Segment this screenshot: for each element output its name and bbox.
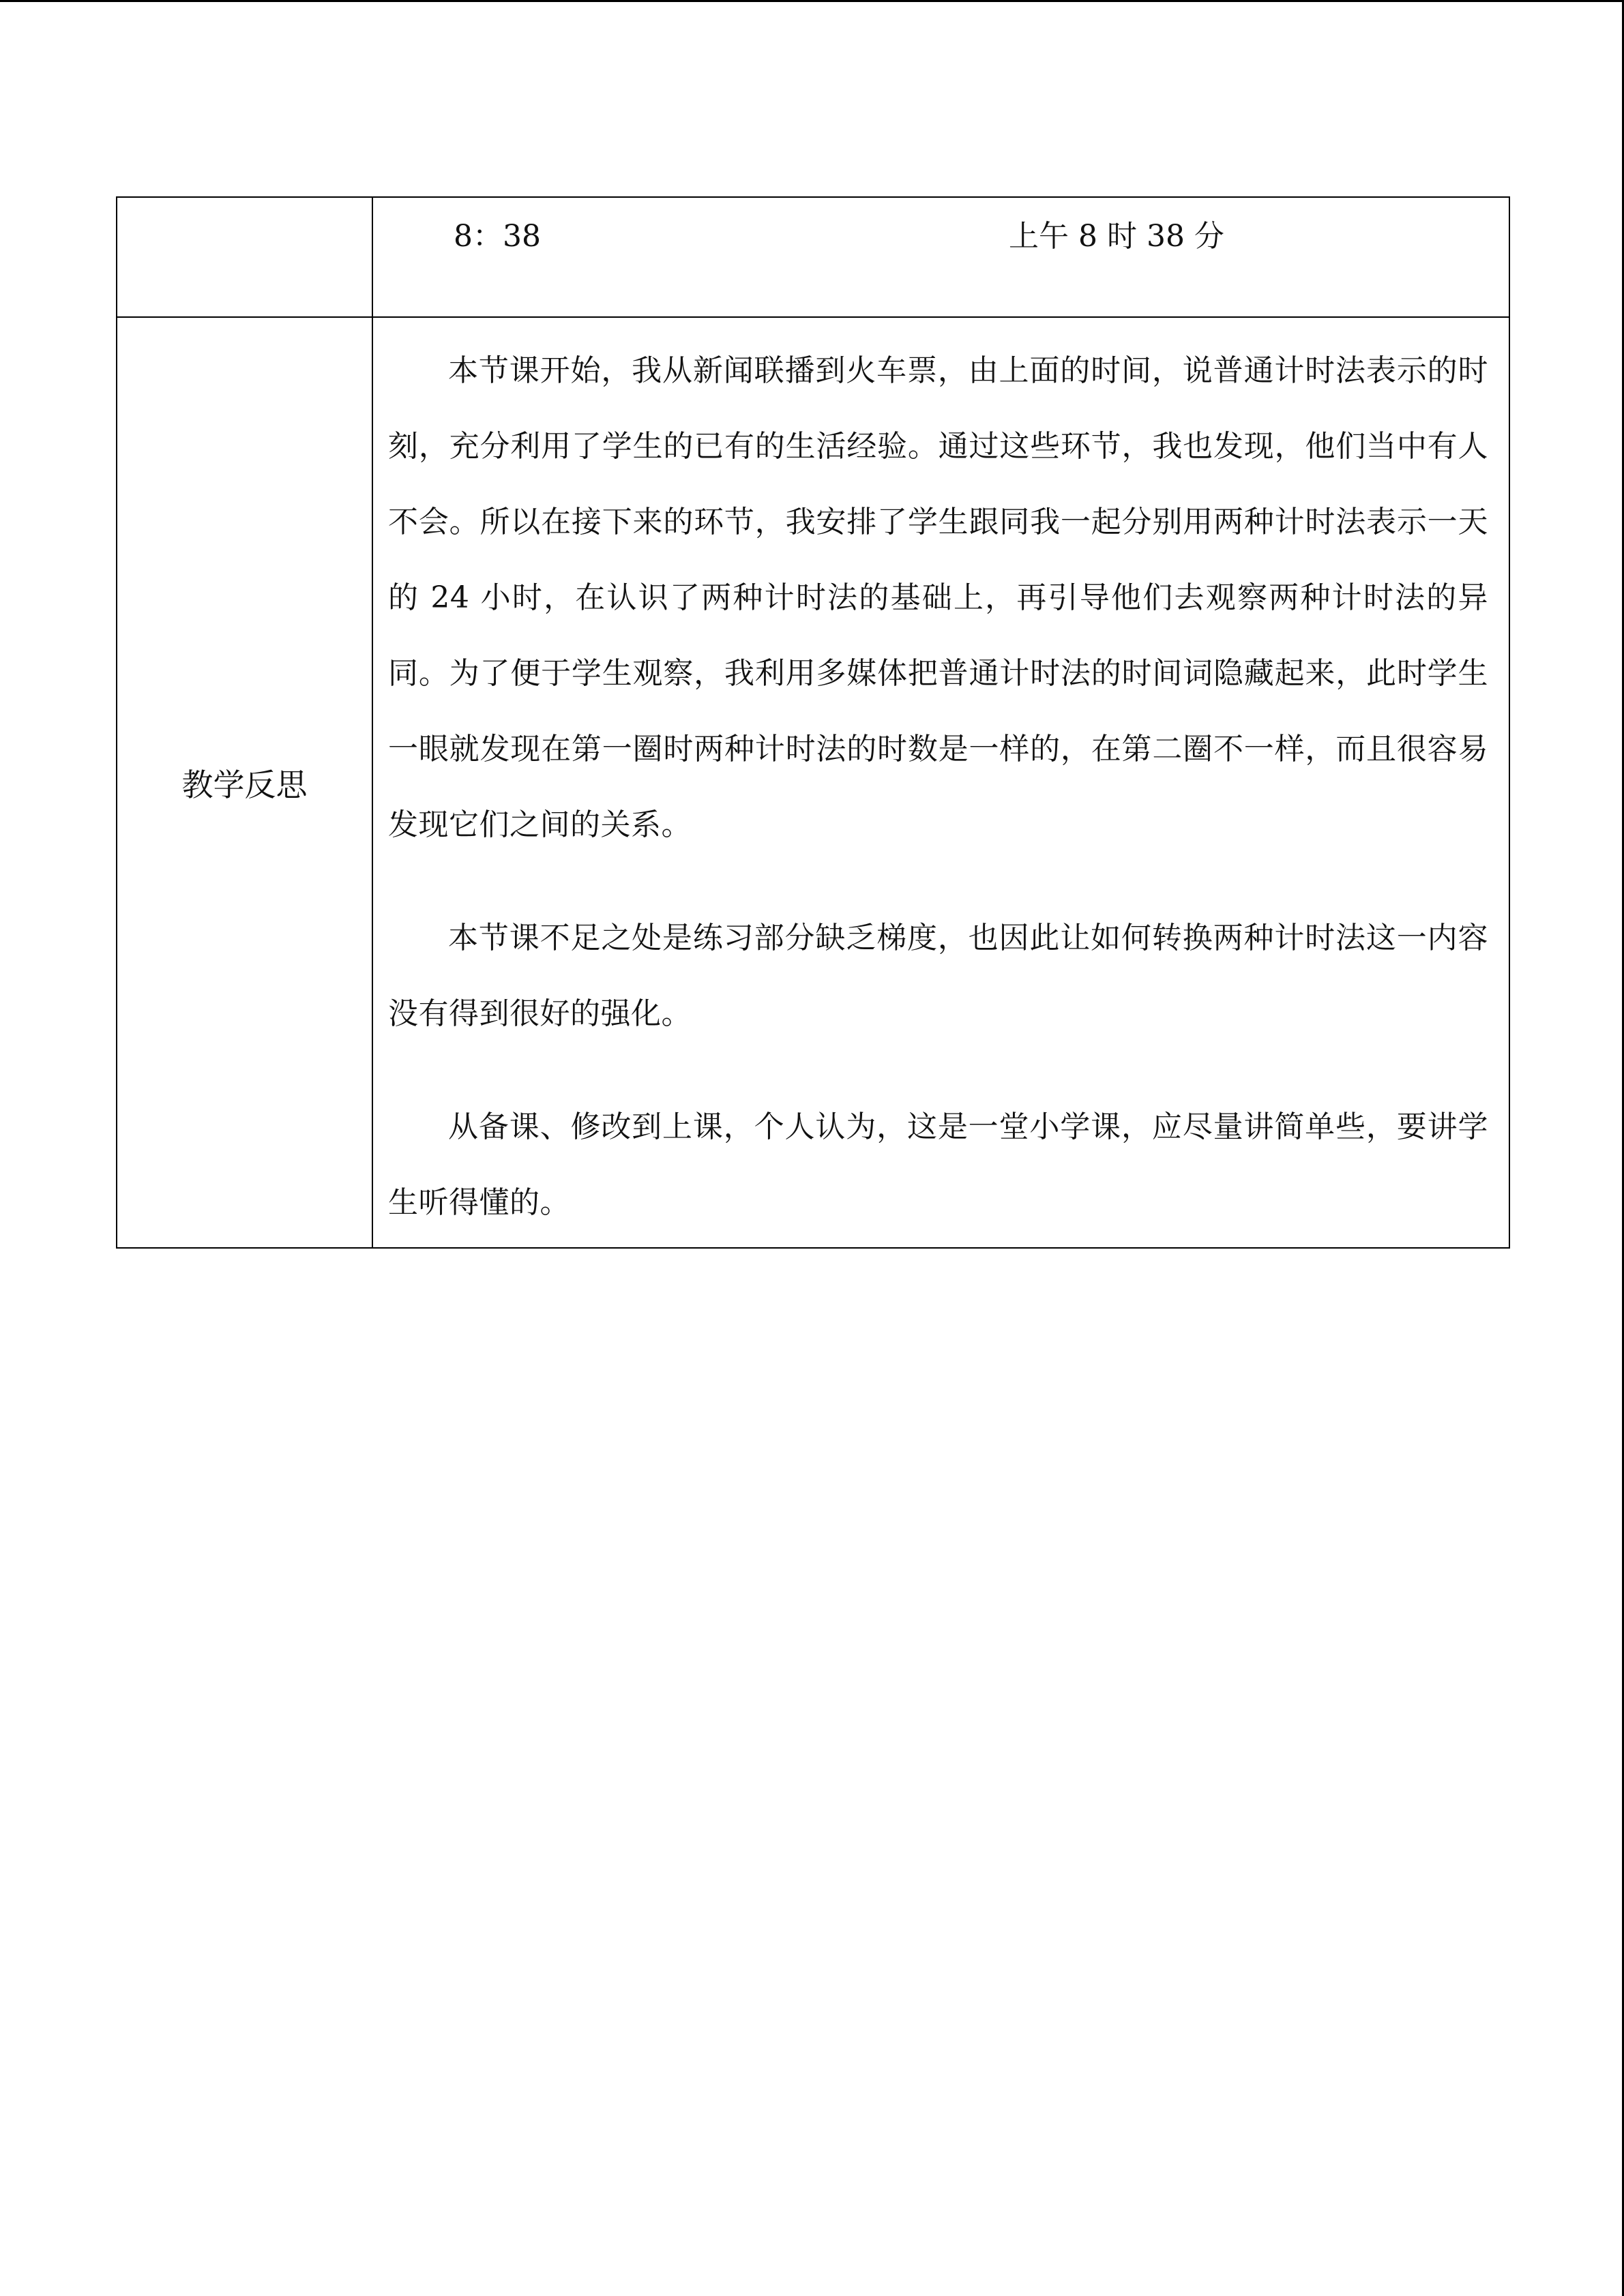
lesson-table	[116, 196, 1510, 1249]
time-row-label-cell	[117, 197, 372, 317]
reflection-paragraph: 本节课开始，我从新闻联播到火车票，由上面的时间，说普通计时法表示的时刻，充分利用了学生的已有的生活经验。通过这些环节，我也发现，他们当中有人不会。所以在接下来的环节，我安排了学生跟同我一起分别用两种计时法表示一天的 24 小时，在认识了两种计时法的基础上，再引导他们去观察两种计时法的异同。为了便于学生观察，我利用多媒体把普通计时法的时间词隐藏起来，此时学生一眼就发现在第一圈时两种计时法的时数是一样的，在第二圈不一样，而且很容易发现它们之间的关系。	[388, 353, 1488, 842]
page-top-border	[0, 0, 1624, 2]
time-row-content-cell	[372, 197, 1509, 317]
reflection-row	[117, 317, 1509, 1248]
ordinary-time-value: 8：38	[454, 219, 541, 254]
reflection-paragraph: 本节课不足之处是练习部分缺乏梯度，也因此让如何转换两种计时法这一内容没有得到很好的强化。	[388, 921, 1488, 1031]
converted-time-value: 上午 8 时 38 分	[1009, 219, 1224, 254]
reflection-label: 教学反思	[117, 317, 372, 1248]
reflection-content-cell	[372, 317, 1509, 1248]
time-conversion-row	[117, 197, 1509, 317]
reflection-paragraph: 从备课、修改到上课，个人认为，这是一堂小学课，应尽量讲简单些，要讲学生听得懂的。	[388, 1109, 1488, 1220]
